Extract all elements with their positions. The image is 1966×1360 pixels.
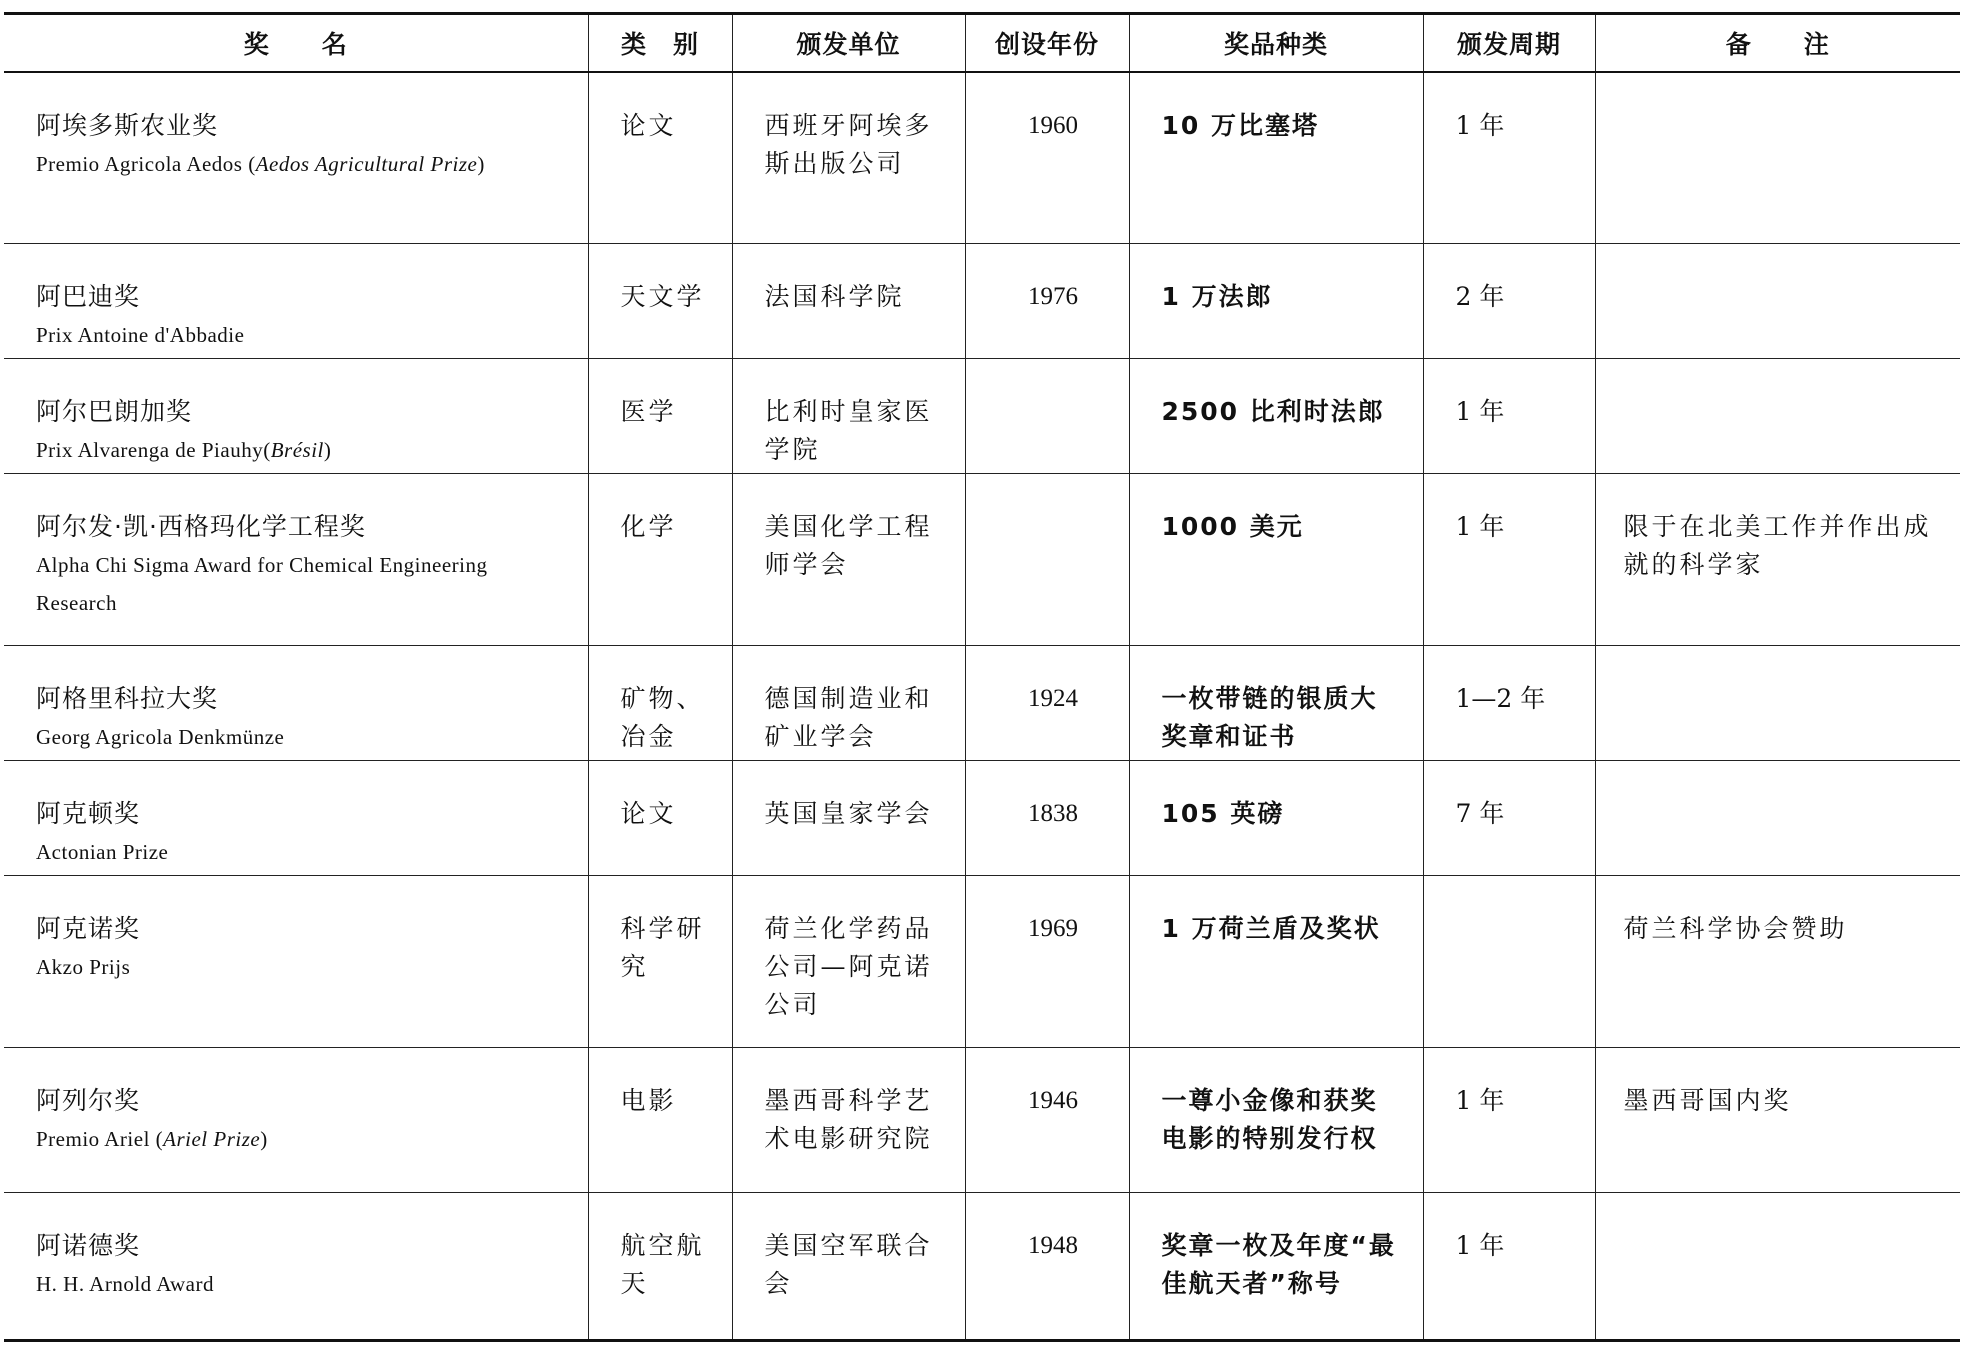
award-name-cell: [4, 244, 588, 359]
table-row: [4, 761, 1960, 876]
award-name-original: [36, 1265, 568, 1303]
category-cell: 天文学: [588, 244, 732, 359]
organization-cell: 比利时皇家医学院: [732, 359, 965, 474]
organization-cell: 美国化学工程师学会: [732, 474, 965, 646]
year-founded-cell: 1838: [965, 761, 1129, 876]
table-row: [4, 72, 1960, 244]
award-name-original-text: Premio Agricola Aedos (: [36, 151, 256, 176]
category-cell: 航空航天: [588, 1193, 732, 1341]
period-cell: 7 年: [1423, 761, 1595, 876]
notes-cell: 墨西哥国内奖: [1595, 1048, 1960, 1193]
header-period: 颁发周期: [1423, 14, 1595, 72]
organization-cell: 美国空军联合会: [732, 1193, 965, 1341]
prize-type-cell: 一枚带链的银质大奖章和证书: [1129, 646, 1423, 761]
award-name-original: [36, 948, 568, 986]
award-name-original-text: Prix Alvarenga de Piauhy(: [36, 438, 271, 462]
notes-cell: [1595, 646, 1960, 761]
organization-cell: 德国制造业和矿业学会: [732, 646, 965, 761]
category-cell: 论文: [588, 72, 732, 244]
notes-cell: [1595, 72, 1960, 244]
award-name-chinese: 阿列尔奖: [36, 1086, 141, 1115]
award-name-original: [36, 431, 568, 469]
table-row: [4, 1048, 1960, 1193]
organization-cell: 英国皇家学会: [732, 761, 965, 876]
award-name-cell: [4, 1193, 588, 1341]
award-name-cell: [4, 646, 588, 761]
year-founded-cell: [965, 474, 1129, 646]
notes-cell: [1595, 244, 1960, 359]
year-founded-cell: 1948: [965, 1193, 1129, 1341]
notes-cell: 荷兰科学协会赞助: [1595, 876, 1960, 1048]
organization-cell: 墨西哥科学艺术电影研究院: [732, 1048, 965, 1193]
prize-type-cell: 1000 美元: [1129, 474, 1423, 646]
year-founded-cell: 1946: [965, 1048, 1129, 1193]
prize-type-cell: 105 英磅: [1129, 761, 1423, 876]
award-name-italic-text: Ariel Prize: [163, 1127, 261, 1151]
award-name-original: [36, 316, 568, 354]
award-name-original: [36, 546, 568, 622]
category-cell: 论文: [588, 761, 732, 876]
award-name-original-text: Georg Agricola Denkmünze: [36, 725, 285, 749]
category-cell: 矿物、冶金: [588, 646, 732, 761]
organization-cell: 西班牙阿埃多斯出版公司: [732, 72, 965, 244]
period-cell: 1 年: [1423, 474, 1595, 646]
organization-cell: 荷兰化学药品公司—阿克诺公司: [732, 876, 965, 1048]
notes-cell: [1595, 359, 1960, 474]
period-cell: 1 年: [1423, 359, 1595, 474]
period-cell: 1 年: [1423, 1193, 1595, 1341]
award-name-cell: [4, 876, 588, 1048]
award-name-chinese: 阿诺德奖: [36, 1231, 141, 1260]
header-award-name: 奖 名: [4, 14, 588, 72]
award-name-cell: [4, 761, 588, 876]
prize-type-cell: 一尊小金像和获奖电影的特别发行权: [1129, 1048, 1423, 1193]
category-cell: 科学研究: [588, 876, 732, 1048]
award-name-italic-text: Aedos Agricultural Prize: [255, 151, 478, 176]
table-header: [4, 14, 1960, 72]
award-name-chinese: 阿巴迪奖: [36, 282, 141, 311]
award-name-cell: [4, 72, 588, 244]
year-founded-cell: 1924: [965, 646, 1129, 761]
category-cell: 医学: [588, 359, 732, 474]
period-cell: 1 年: [1423, 72, 1595, 244]
table-row: [4, 646, 1960, 761]
organization-cell: 法国科学院: [732, 244, 965, 359]
header-organization: 颁发单位: [732, 14, 965, 72]
award-name-cell: [4, 1048, 588, 1193]
awards-table: [4, 12, 1960, 1342]
notes-cell: 限于在北美工作并作出成就的科学家: [1595, 474, 1960, 646]
award-name-original-text: Prix Antoine d'Abbadie: [36, 323, 245, 347]
period-cell: 2 年: [1423, 244, 1595, 359]
prize-type-cell: 10 万比塞塔: [1129, 72, 1423, 244]
award-name-closing-text: ): [477, 151, 485, 176]
prize-type-cell: 1 万荷兰盾及奖状: [1129, 876, 1423, 1048]
header-year-founded: 创设年份: [965, 14, 1129, 72]
award-name-chinese: 阿尔发·凯·西格玛化学工程奖: [36, 512, 366, 541]
table-row: [4, 1193, 1960, 1341]
year-founded-cell: 1976: [965, 244, 1129, 359]
table-body: [4, 72, 1960, 1341]
prize-type-cell: 1 万法郎: [1129, 244, 1423, 359]
award-name-original-text: Actonian Prize: [36, 840, 169, 864]
notes-cell: [1595, 761, 1960, 876]
award-name-cell: [4, 359, 588, 474]
award-name-chinese: 阿克诺奖: [36, 914, 141, 943]
table-row: [4, 244, 1960, 359]
year-founded-cell: 1960: [965, 72, 1129, 244]
category-cell: 化学: [588, 474, 732, 646]
award-name-original: [36, 145, 568, 183]
award-name-chinese: 阿克顿奖: [36, 799, 141, 828]
award-name-closing-text: ): [260, 1127, 268, 1151]
award-name-original-text: Premio Ariel (: [36, 1127, 164, 1151]
award-name-original-text: Akzo Prijs: [36, 955, 131, 979]
award-name-italic-text: Brésil: [270, 438, 324, 462]
award-name-chinese: 阿埃多斯农业奖: [36, 110, 219, 140]
award-name-cell: [4, 474, 588, 646]
award-name-original: [36, 833, 568, 871]
period-cell: [1423, 876, 1595, 1048]
category-cell: 电影: [588, 1048, 732, 1193]
header-row: [4, 14, 1960, 72]
header-category: 类 别: [588, 14, 732, 72]
award-name-original-text: Alpha Chi Sigma Award for Chemical Engineering Research: [36, 553, 488, 615]
award-name-original-text: H. H. Arnold Award: [36, 1272, 214, 1296]
award-name-chinese: 阿尔巴朗加奖: [36, 397, 193, 426]
period-cell: 1 年: [1423, 1048, 1595, 1193]
award-name-original: [36, 1120, 568, 1158]
header-notes: 备 注: [1595, 14, 1960, 72]
table-row: [4, 876, 1960, 1048]
award-name-chinese: 阿格里科拉大奖: [36, 684, 219, 713]
award-name-closing-text: ): [323, 438, 332, 462]
year-founded-cell: [965, 359, 1129, 474]
period-cell: 1—2 年: [1423, 646, 1595, 761]
header-prize-type: 奖品种类: [1129, 14, 1423, 72]
notes-cell: [1595, 1193, 1960, 1341]
table-row: [4, 474, 1960, 646]
prize-type-cell: 2500 比利时法郎: [1129, 359, 1423, 474]
prize-type-cell: 奖章一枚及年度“最佳航天者”称号: [1129, 1193, 1423, 1341]
award-name-original: [36, 718, 568, 756]
year-founded-cell: 1969: [965, 876, 1129, 1048]
table-row: [4, 359, 1960, 474]
